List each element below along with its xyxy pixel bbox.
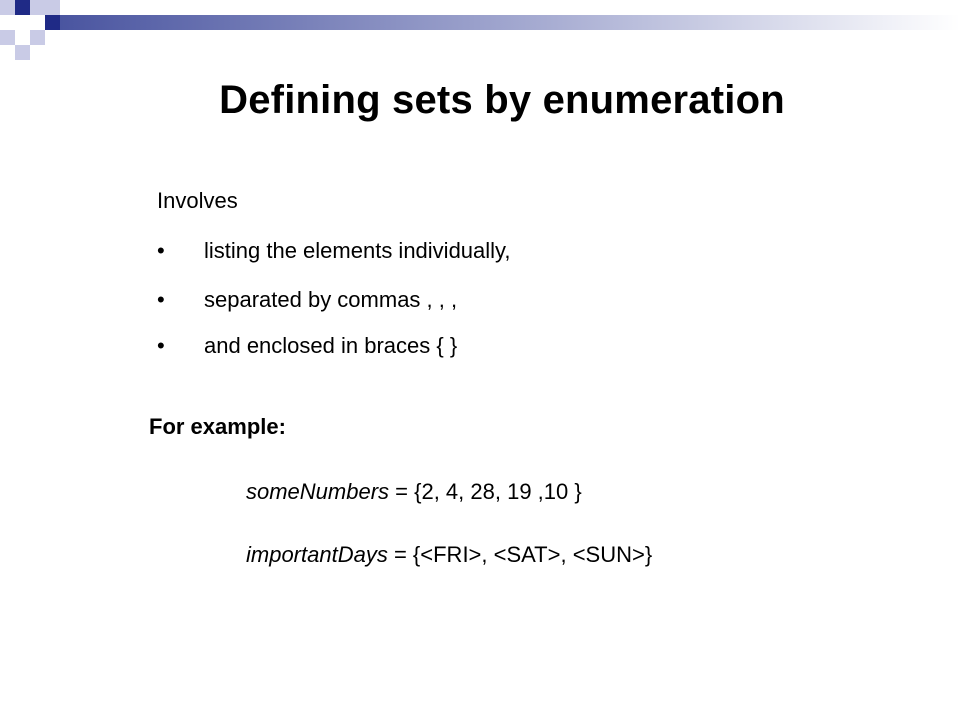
example-set-value: = {<FRI>, <SAT>, <SUN>} — [387, 542, 653, 567]
intro-text: Involves — [157, 188, 238, 213]
bullet-item: separated by commas , , , — [204, 287, 458, 312]
deco-square — [30, 0, 45, 15]
example-line — [246, 542, 652, 568]
deco-square — [45, 15, 60, 30]
example-line — [246, 479, 582, 505]
deco-square — [0, 0, 15, 15]
example-set-name: someNumbers — [246, 479, 390, 504]
deco-square — [0, 30, 15, 45]
bullet-marker: • — [157, 238, 165, 263]
deco-square — [45, 0, 60, 15]
bullet-item: listing the elements individually, — [204, 238, 511, 263]
bullet-item: and enclosed in braces { } — [204, 333, 458, 358]
header-gradient-band — [60, 15, 960, 30]
example-set-name: importantDays — [246, 542, 388, 567]
deco-square — [15, 45, 30, 60]
deco-square — [15, 0, 30, 15]
example-set-value: = {2, 4, 28, 19 ,10 } — [389, 479, 582, 504]
header-decoration — [0, 0, 960, 60]
bullet-marker: • — [157, 287, 165, 312]
bullet-marker: • — [157, 333, 165, 358]
example-label: For example: — [149, 414, 286, 439]
slide-title: Defining sets by enumeration — [219, 78, 785, 122]
deco-square — [30, 30, 45, 45]
